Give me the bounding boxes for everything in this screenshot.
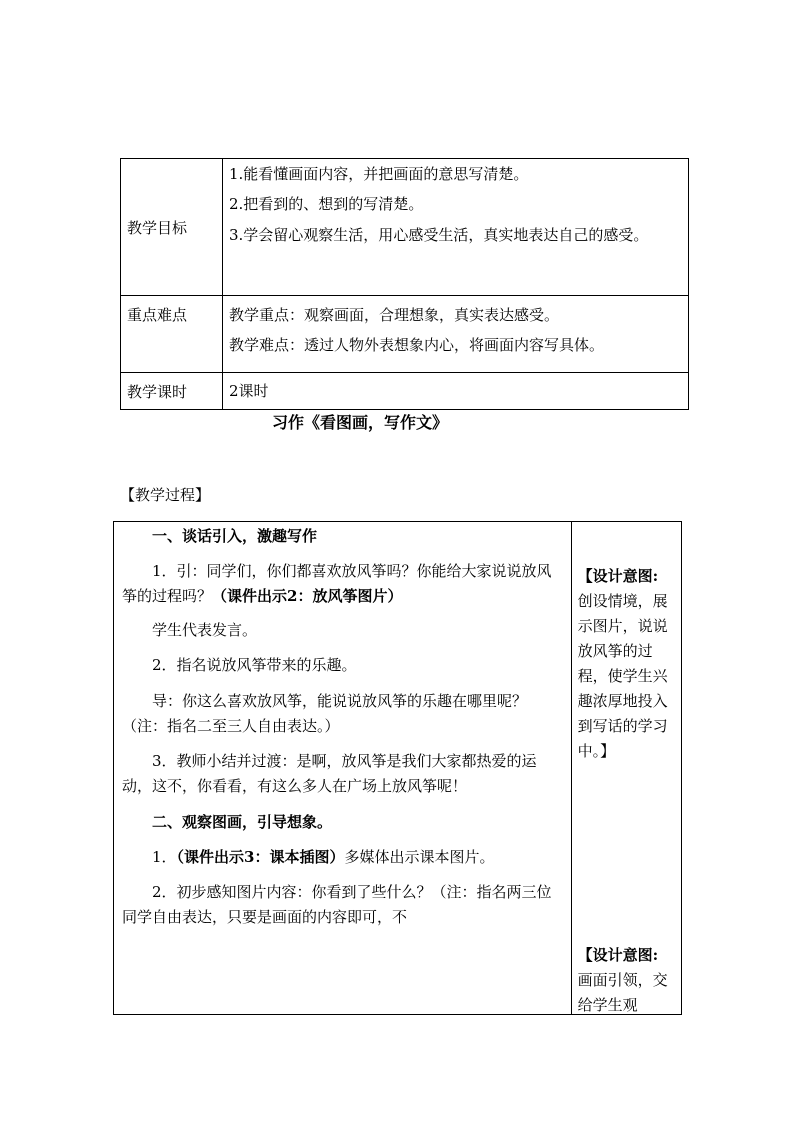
- design-note-text: 创设情境，展示图片，说说放风筝的过程，使学生兴趣浓厚地投入到写话的学习中。】: [577, 592, 668, 760]
- table-row: [121, 159, 689, 296]
- process-paragraph: 3．教师小结并过渡：是啊，放风筝是我们大家都热爱的运动，这不，你看看，有这么多人在广场上放风筝呢！: [122, 752, 537, 795]
- objective-line: 1.能看懂画面内容，并把画面的意思写清楚。: [229, 165, 529, 183]
- row-label: 教学课时: [121, 373, 223, 410]
- process-paragraph: [122, 845, 565, 870]
- key-point-line: 教学难点：透过人物外表想象内心，将画面内容写具体。: [229, 336, 605, 354]
- process-heading: 【教学过程】: [120, 486, 211, 504]
- paragraph-text: 1．引：同学们，你们都喜欢放风筝吗？你能给大家说说放风筝的过程吗？: [122, 562, 552, 605]
- process-paragraph: 导：你这么喜欢放风筝，能说说放风筝的乐趣在哪里呢？（注：指名二至三人自由表达。）: [122, 692, 528, 735]
- key-point-line: 教学重点：观察画面，合理想象，真实表达感受。: [229, 306, 560, 324]
- lesson-title: 习作《看图画，写作文》: [272, 413, 449, 432]
- process-content: [114, 522, 572, 1015]
- paragraph-text: 1．: [152, 848, 177, 866]
- table-row: [121, 373, 689, 410]
- process-paragraph: [122, 559, 565, 609]
- period-value: 2课时: [229, 382, 269, 400]
- process-table: [113, 521, 682, 1015]
- process-paragraph: 2．指名说放风筝带来的乐趣。: [152, 656, 357, 674]
- design-note: [578, 564, 680, 764]
- section-heading: 二、观察图画，引导想象。: [152, 813, 333, 831]
- section-heading: 一、谈话引入，激趣写作: [152, 527, 318, 545]
- objective-line: 3.学会留心观察生活，用心感受生活，真实地表达自己的感受。: [229, 226, 649, 244]
- paragraph-text: 多媒体出示课本图片。: [344, 848, 495, 866]
- row-content: [223, 296, 689, 373]
- table-row: [121, 296, 689, 373]
- design-note-title: 【设计意图:: [577, 946, 659, 964]
- design-note-title: 【设计意图:: [577, 567, 659, 585]
- design-note-text: 画面引领，交给学生观: [577, 971, 668, 1014]
- process-paragraph: 学生代表发言。: [152, 621, 258, 639]
- row-label: 重点难点: [121, 296, 223, 373]
- courseware-note: （课件出示3：课本插图）: [176, 848, 345, 866]
- courseware-note: （课件出示2：放风筝图片）: [212, 587, 403, 605]
- objective-line: 2.把看到的、想到的写清楚。: [229, 195, 424, 213]
- row-label: 教学目标: [121, 159, 223, 296]
- row-content: [223, 159, 689, 296]
- design-notes-column: [571, 522, 681, 1015]
- table-row: [114, 522, 682, 1015]
- row-content: [223, 373, 689, 410]
- objectives-table: [120, 158, 689, 410]
- process-paragraph: 2．初步感知图片内容：你看到了些什么？（注：指名两三位同学自由表达，只要是画面的内容即可，不: [122, 883, 552, 926]
- design-note: [578, 943, 680, 1018]
